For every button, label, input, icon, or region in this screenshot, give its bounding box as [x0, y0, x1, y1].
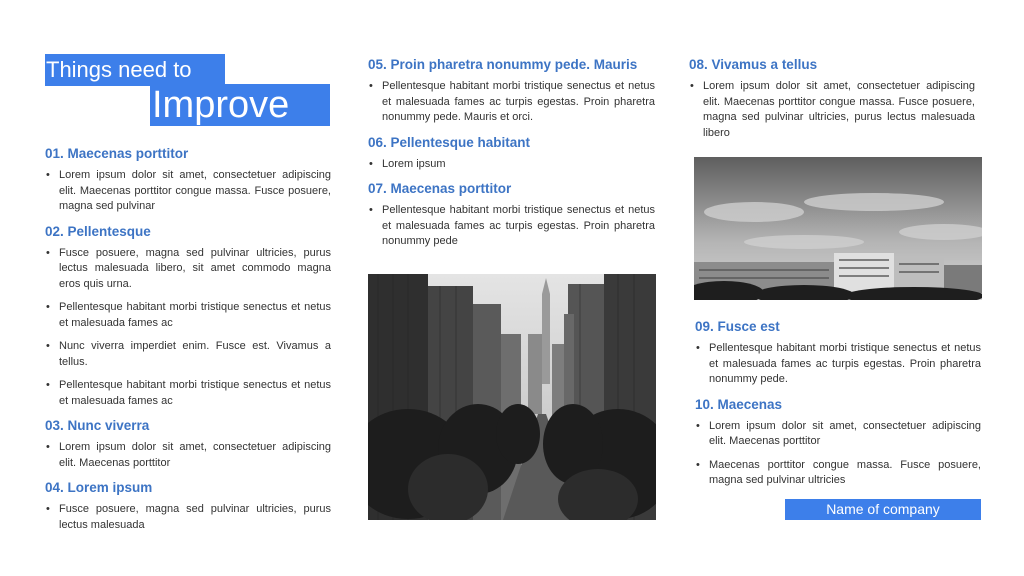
content-section: [45, 417, 331, 471]
bullet-dot: •: [46, 379, 50, 391]
bullet-item: [45, 300, 331, 331]
section-heading: 09. Fusce est: [695, 319, 780, 334]
bullet-text: Lorem ipsum dolor sit amet, consectetuer adipiscing elit. Maecenas porttitor congue massa. Fusce posuere, magna sed pulvinar: [59, 169, 331, 212]
content-section: [695, 396, 981, 489]
content-section: [368, 134, 655, 173]
content-section: [695, 318, 981, 388]
bullet-dot: •: [369, 157, 373, 170]
section-heading: 01. Maecenas porttitor: [45, 146, 189, 161]
bullet-dot: •: [369, 80, 373, 92]
bullet-item: [689, 79, 975, 141]
bullet-text: Pellentesque habitant morbi tristique senectus et netus et malesuada fames ac turpis egestas. Proin pharetra nonummy pede: [382, 204, 655, 247]
bullet-item: [368, 203, 655, 250]
bullet-text: Nunc viverra imperdiet enim. Fusce est. Vivamus a tellus.: [59, 340, 331, 368]
content-section: [45, 223, 331, 410]
column-2: [368, 56, 655, 258]
bullet-dot: •: [46, 441, 50, 453]
section-heading: 08. Vivamus a tellus: [689, 57, 818, 72]
section-heading: 02. Pellentesque: [45, 223, 151, 239]
company-name-badge: Name of company: [785, 499, 981, 520]
section-heading: 06. Pellentesque habitant: [368, 134, 531, 150]
bullet-item: [45, 168, 331, 215]
city-street-photo: [368, 274, 656, 520]
bullet-text: Lorem ipsum: [382, 157, 446, 170]
bullet-text: Pellentesque habitant morbi tristique senectus et netus et malesuada fames ac turpis egestas. Proin pharetra nonummy pede. Mauris et orci.: [382, 80, 655, 123]
bullet-text: Lorem ipsum dolor sit amet, consectetuer adipiscing elit. Maecenas porttitor: [709, 419, 981, 447]
bullet-dot: •: [690, 80, 694, 92]
bullet-item: [45, 339, 331, 370]
bullet-dot: •: [46, 503, 50, 515]
bullet-text: Pellentesque habitant morbi tristique senectus et netus et malesuada fames ac: [59, 301, 331, 329]
bullet-dot: •: [696, 458, 700, 471]
bullet-item: [368, 157, 655, 173]
bullet-dot: •: [46, 340, 50, 352]
section-heading: 03. Nunc viverra: [45, 418, 150, 433]
bullet-text: Pellentesque habitant morbi tristique senectus et netus et malesuada fames ac: [59, 379, 331, 407]
bullet-dot: •: [46, 246, 50, 259]
column-3-top: [689, 56, 975, 149]
content-section: [689, 56, 975, 141]
column-3-bottom: [695, 318, 981, 497]
building-skyline-illustration: [694, 157, 982, 300]
bullet-text: Fusce posuere, magna sed pulvinar ultricies, purus lectus malesuada libero, sit amet commodo magna eros quis urna.: [59, 246, 331, 290]
content-section: [45, 145, 331, 215]
bullet-dot: •: [369, 204, 373, 216]
section-heading: 07. Maecenas porttitor: [368, 181, 512, 196]
bullet-dot: •: [696, 419, 700, 432]
section-heading: 05. Proin pharetra nonummy pede. Mauris: [368, 57, 638, 72]
bullet-item: [368, 79, 655, 126]
bullet-dot: •: [46, 301, 50, 313]
column-1: [45, 145, 331, 541]
content-section: [368, 180, 655, 250]
title-line-1: Things need to: [45, 54, 225, 86]
bullet-item: [45, 246, 331, 293]
content-section: [45, 479, 331, 533]
bullet-item: [45, 378, 331, 409]
bullet-item: [695, 458, 981, 489]
building-skyline-photo: [694, 157, 982, 300]
bullet-text: Pellentesque habitant morbi tristique senectus et netus et malesuada fames ac turpis egestas. Proin pharetra nonummy pede.: [709, 342, 981, 385]
content-section: [368, 56, 655, 126]
bullet-dot: •: [46, 169, 50, 181]
section-heading: 04. Lorem ipsum: [45, 480, 153, 495]
bullet-text: Maecenas porttitor congue massa. Fusce posuere, magna sed pulvinar ultricies: [709, 458, 981, 486]
bullet-dot: •: [696, 342, 700, 354]
bullet-text: Lorem ipsum dolor sit amet, consectetuer adipiscing elit. Maecenas porttitor: [59, 441, 331, 469]
city-street-illustration: [368, 274, 656, 520]
bullet-text: Lorem ipsum dolor sit amet, consectetuer adipiscing elit. Maecenas porttitor congue massa. Fusce posuere, magna sed pulvinar ultricies, purus lectus malesuada libero: [703, 80, 975, 139]
bullet-item: [695, 341, 981, 388]
bullet-item: [45, 440, 331, 471]
bullet-text: Fusce posuere, magna sed pulvinar ultricies, purus lectus malesuada: [59, 503, 331, 531]
bullet-item: [695, 419, 981, 450]
title-line-2: Improve: [150, 84, 330, 126]
section-heading: 10. Maecenas: [695, 396, 783, 412]
bullet-item: [45, 502, 331, 533]
